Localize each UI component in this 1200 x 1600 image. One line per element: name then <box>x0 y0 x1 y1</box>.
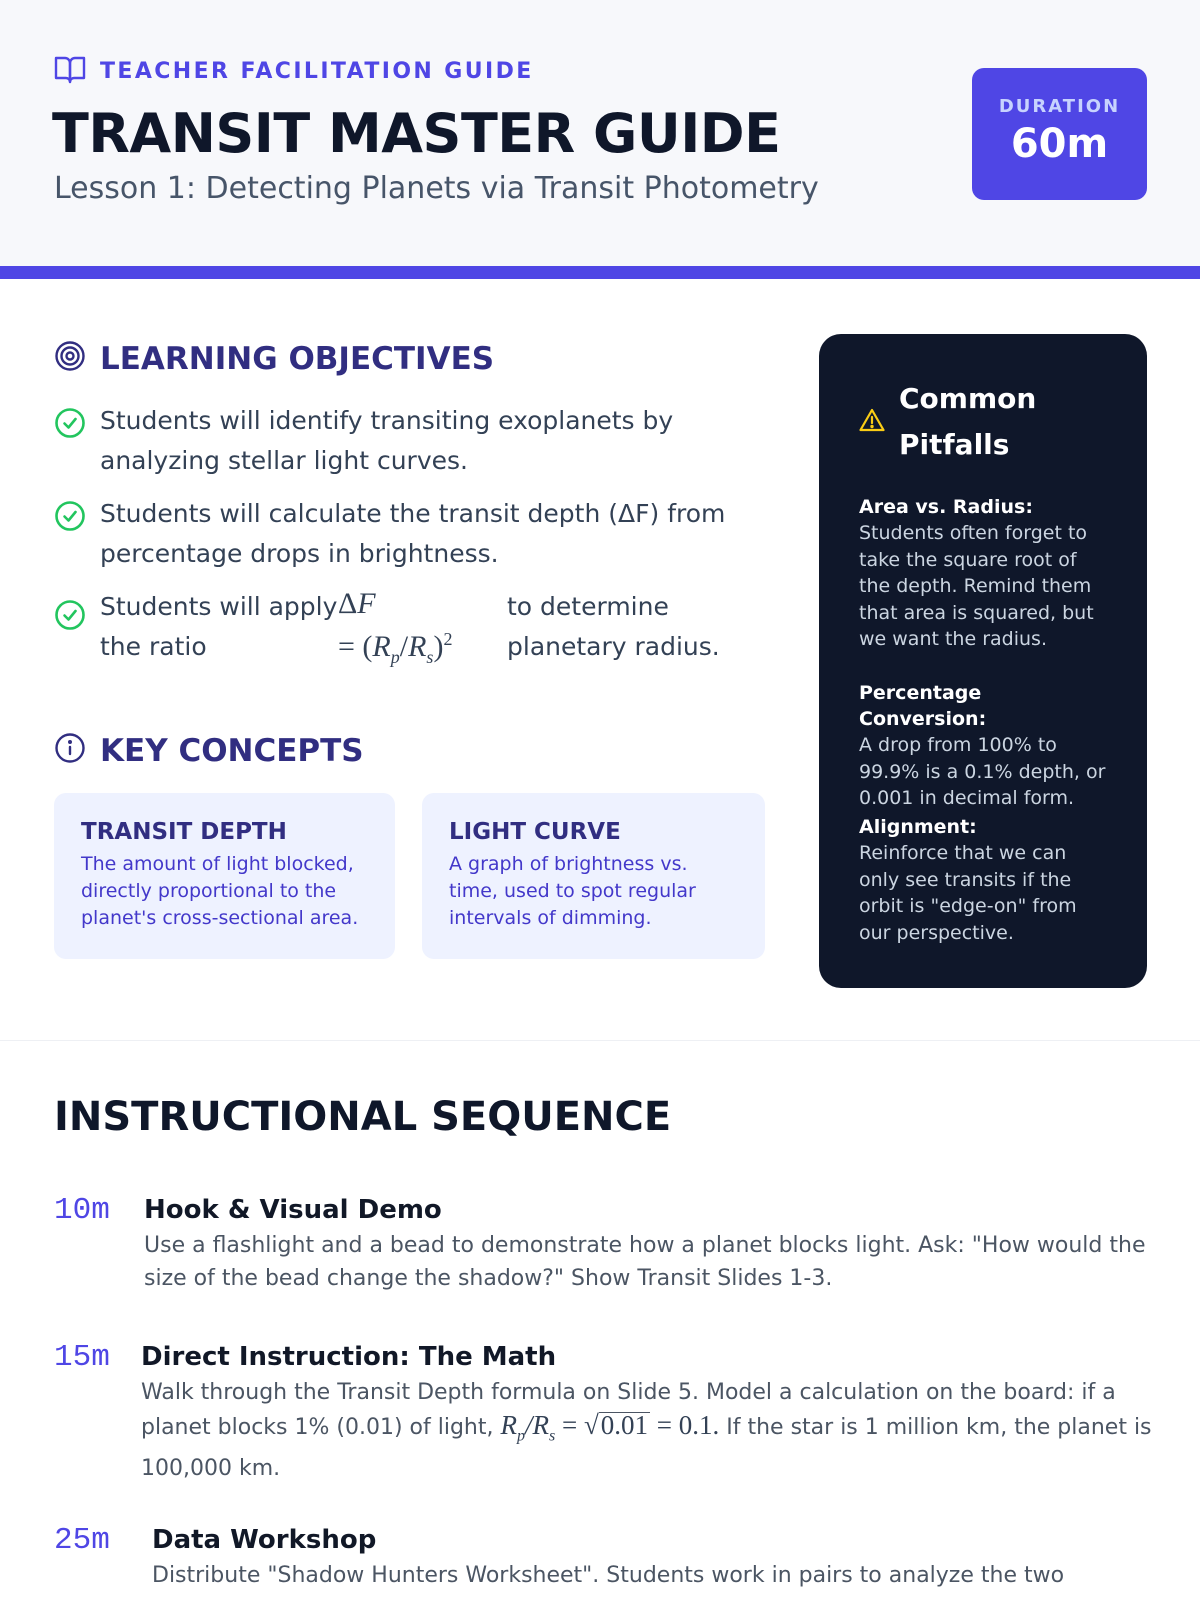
concept-body: A graph of brightness vs. time, used to spot regular intervals of dimming. <box>449 853 696 929</box>
key-concepts-heading-text: KEY CONCEPTS <box>100 732 364 769</box>
objective-text-line2-suffix: planetary radius. <box>507 632 720 661</box>
objective-item <box>54 587 754 687</box>
formula-delta-f: ΔF <box>338 587 376 620</box>
pitfall-item <box>859 494 1109 653</box>
sequence-step <box>54 1193 1154 1293</box>
objectives-heading <box>54 340 494 377</box>
concept-body: The amount of light blocked, directly proportional to the planet's cross-sectional area. <box>81 853 359 929</box>
concept-card-transit-depth <box>54 793 395 959</box>
concept-card-light-curve <box>422 793 765 959</box>
key-concepts-heading <box>54 732 364 769</box>
sequence-step <box>54 1523 1154 1600</box>
step-body-part-b: If the star is 1 million km, the planet is 100,000 km. <box>141 1415 1152 1482</box>
step-content <box>141 1340 1154 1485</box>
pitfall-body: Reinforce that we can only see transits if the orbit is "edge-on" from our perspective. <box>859 842 1077 944</box>
check-circle-icon <box>54 500 86 532</box>
check-circle-icon <box>54 599 86 631</box>
objective-text: Students will calculate the transit depth (ΔF) from percentage drops in brightness. <box>100 499 726 568</box>
pitfall-item <box>859 814 1109 946</box>
target-icon <box>54 340 86 377</box>
eyebrow-label: TEACHER FACILITATION GUIDE <box>100 58 534 84</box>
pitfall-title: Percentage Conversion: <box>859 682 987 730</box>
concept-title: LIGHT CURVE <box>449 819 621 845</box>
step-time: 10m <box>54 1193 110 1228</box>
step-time: 25m <box>54 1523 110 1558</box>
objective-text-line2: the ratio <box>100 632 207 661</box>
step-title: Direct Instruction: The Math <box>141 1342 557 1372</box>
step-body: Use a flashlight and a bead to demonstrate how a planet blocks light. Ask: "How would the size of the bead change the shadow?" Show Transit Slides 1-3. <box>144 1233 1146 1291</box>
pitfalls-heading-line2: Pitfalls <box>899 428 1010 461</box>
check-circle-icon <box>54 407 86 439</box>
pitfall-title: Area vs. Radius: <box>859 496 1033 518</box>
step-content <box>152 1523 1154 1592</box>
pitfalls-heading-line1: Common <box>899 382 1037 415</box>
objective-text-suffix: to determine <box>507 592 669 621</box>
pitfall-body: Students often forget to take the square root of the depth. Remind them that area is squared, but we want the radius. <box>859 522 1094 651</box>
step-content <box>144 1193 1154 1295</box>
step-body: Distribute "Shadow Hunters Worksheet". Students work in pairs to analyze the two <box>152 1563 1065 1588</box>
pitfall-body: A drop from 100% to 99.9% is a 0.1% depth, or 0.001 in decimal form. <box>859 734 1106 810</box>
objective-text: Students will identify transiting exoplanets by analyzing stellar light curves. <box>100 406 674 475</box>
formula-sqrt-calculation: $R_p/R_s = √0.01 = 0.1$. <box>500 1410 720 1445</box>
concept-title: TRANSIT DEPTH <box>81 819 287 845</box>
step-time: 15m <box>54 1340 110 1375</box>
pitfall-item <box>859 680 1109 812</box>
info-icon <box>54 732 86 769</box>
pitfalls-panel <box>819 334 1147 988</box>
duration-label: DURATION <box>998 96 1121 117</box>
objective-item <box>54 401 744 481</box>
page-title: TRANSIT MASTER GUIDE <box>52 102 781 165</box>
sequence-heading: INSTRUCTIONAL SEQUENCE <box>54 1094 672 1140</box>
duration-value: 60m <box>1010 121 1109 167</box>
pitfalls-heading <box>859 376 1036 468</box>
step-title: Data Workshop <box>152 1525 377 1555</box>
objective-item <box>54 494 744 574</box>
sequence-step <box>54 1340 1154 1482</box>
pitfall-title: Alignment: <box>859 816 977 838</box>
objective-text-prefix: Students will apply <box>100 592 338 621</box>
formula-radius-ratio: = $(R_p/R_s)^2$ <box>338 629 453 667</box>
step-body <box>141 1376 1154 1485</box>
step-body-part-a: Walk through the Transit Depth formula on Slide 5. Model a calculation on the board: if a planet blocks 1% (0.01) of light, <box>141 1380 1116 1440</box>
warning-icon <box>859 408 885 437</box>
section-divider <box>0 1040 1200 1041</box>
page-subtitle: Lesson 1: Detecting Planets via Transit Photometry <box>54 171 819 206</box>
duration-badge <box>972 68 1147 200</box>
objectives-heading-text: LEARNING OBJECTIVES <box>100 340 495 377</box>
header-accent-bar <box>0 266 1200 279</box>
header <box>0 0 1200 266</box>
eyebrow <box>54 54 534 88</box>
book-open-icon <box>54 54 86 89</box>
step-title: Hook & Visual Demo <box>144 1195 442 1225</box>
